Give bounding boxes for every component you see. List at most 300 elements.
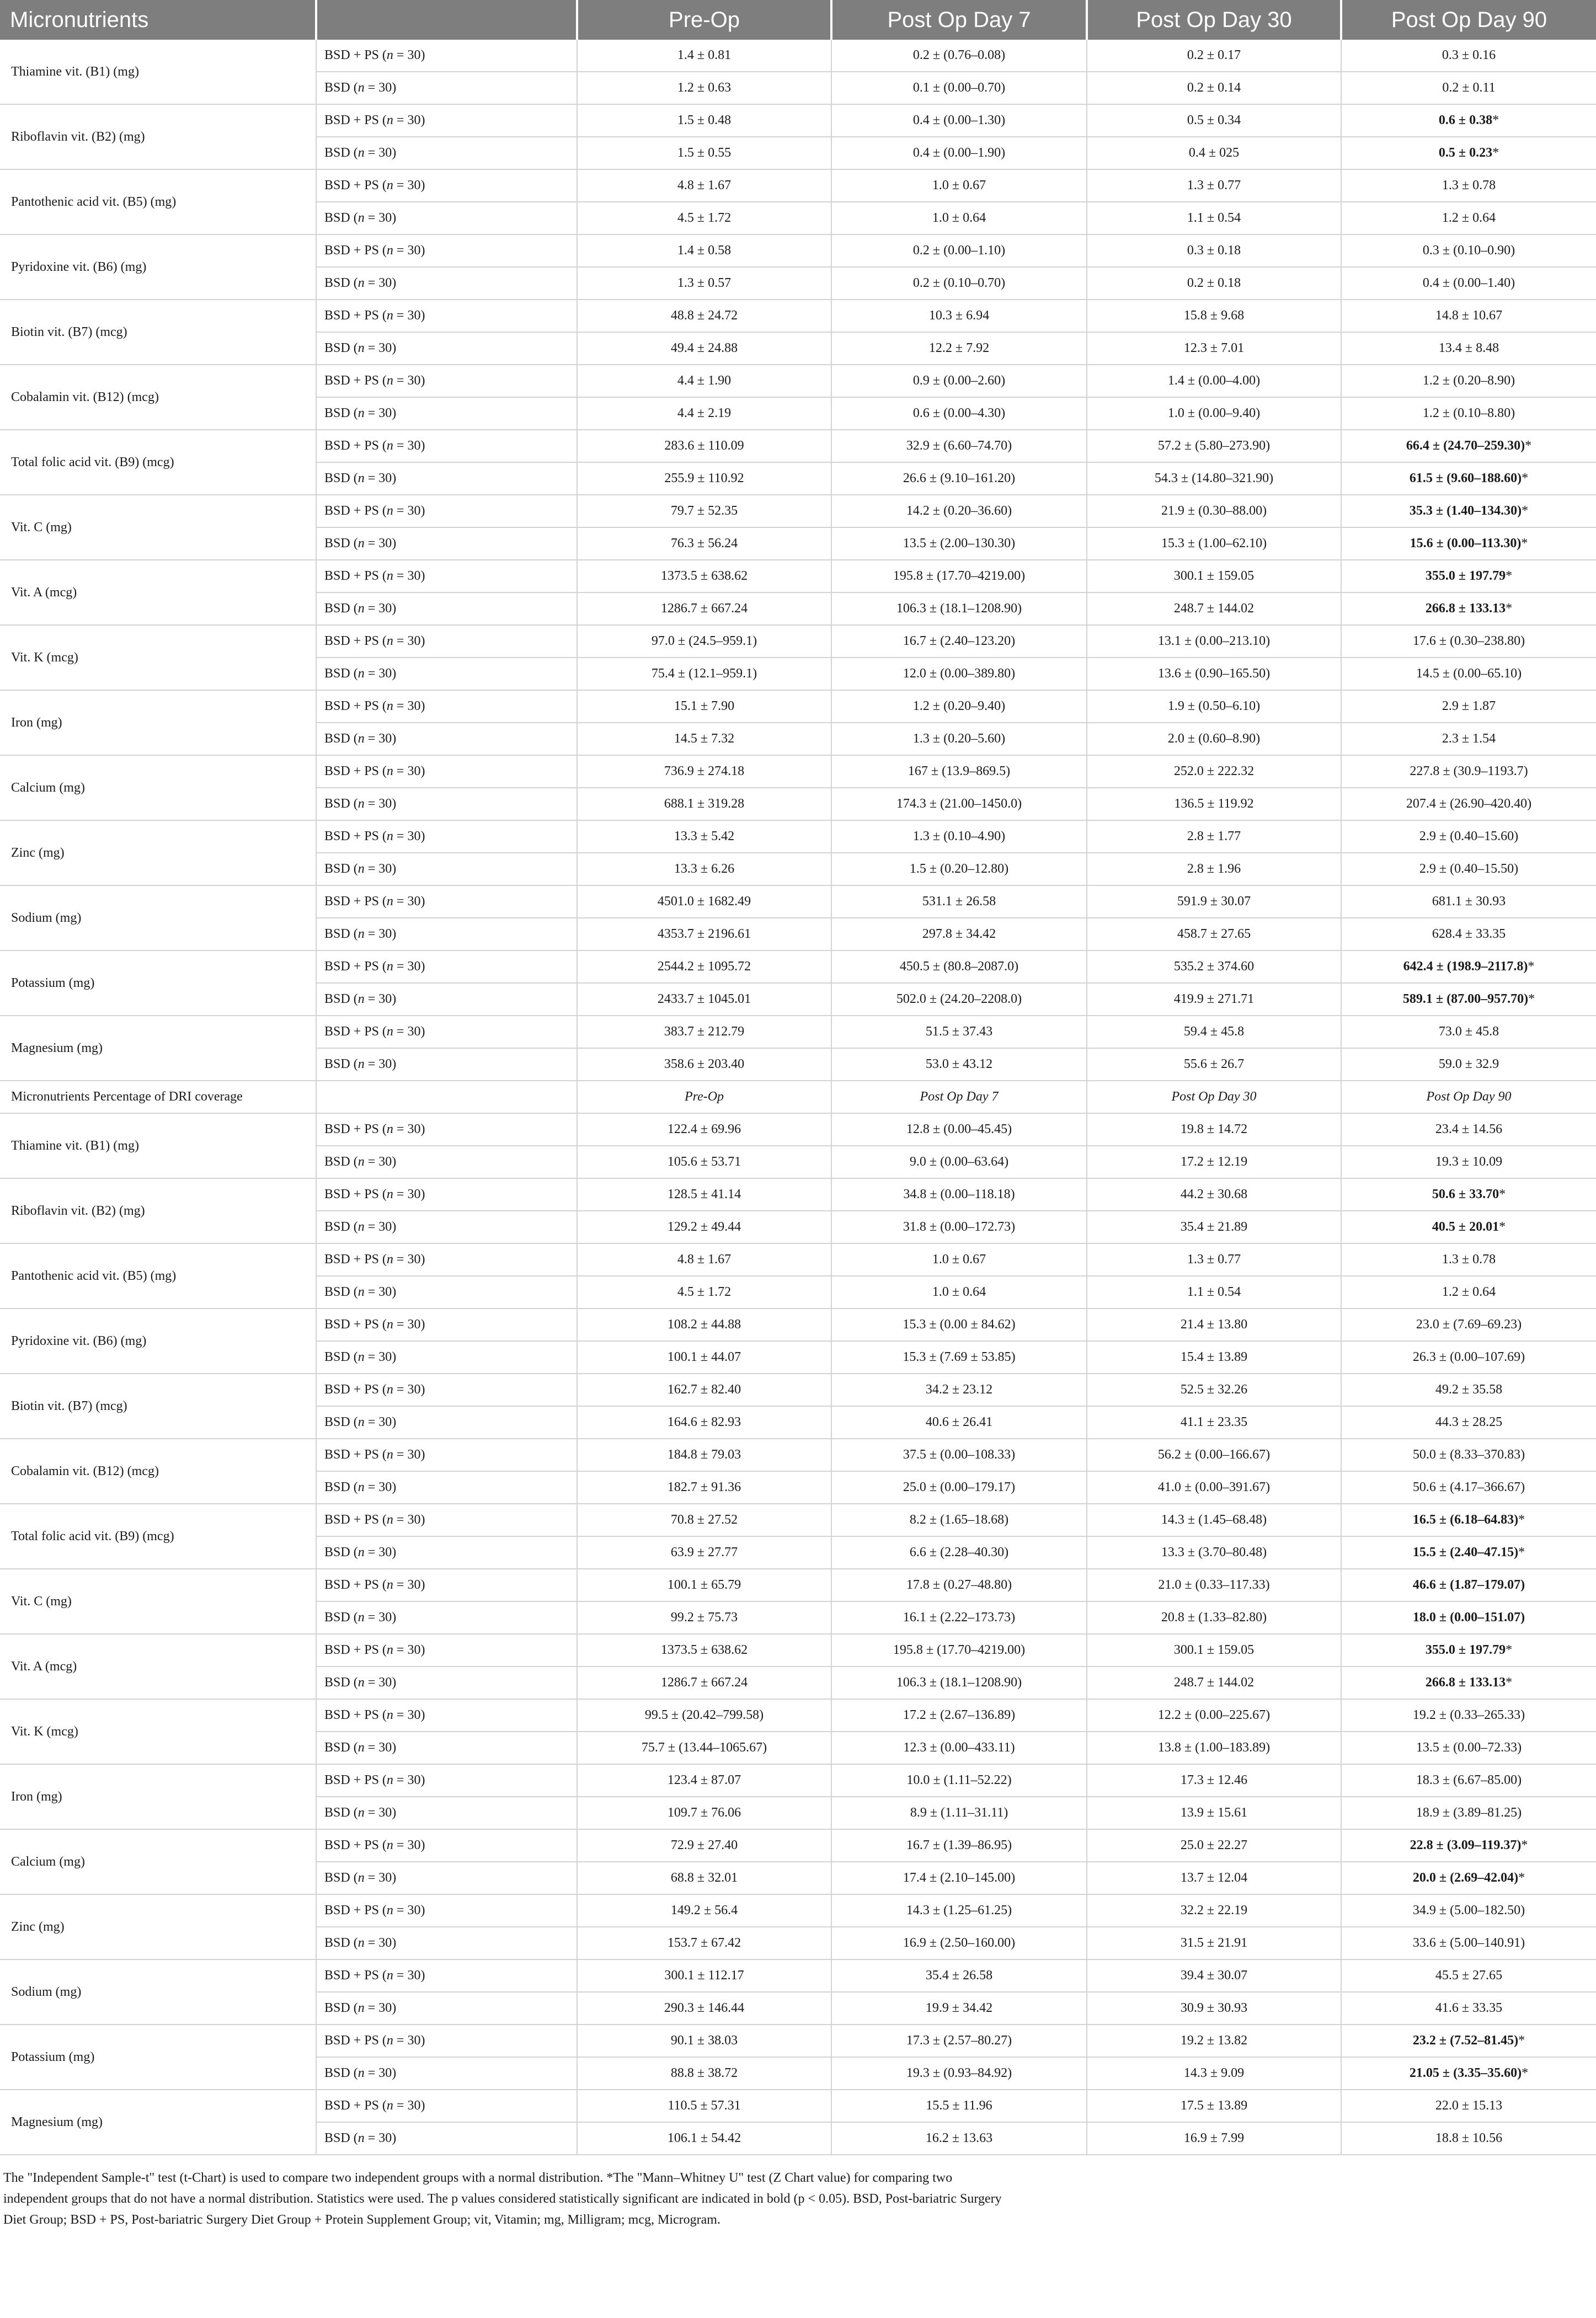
group-label: BSD — [324, 1806, 350, 1820]
value-cell — [577, 1178, 831, 1211]
group-label: BSD + PS — [324, 1903, 379, 1918]
value-text: 0.4 ± (0.00–1.30) — [912, 113, 1006, 127]
value-text: 73.0 ± 45.8 — [1438, 1024, 1499, 1039]
value-cell — [831, 495, 1087, 527]
n-label: n — [357, 341, 365, 355]
value-cell — [1341, 755, 1596, 788]
significance-marker: * — [1506, 601, 1513, 616]
section-group-blank — [316, 1081, 577, 1113]
value-text: 182.7 ± 91.36 — [667, 1480, 741, 1494]
value-text: 21.05 ± (3.35–35.60) — [1409, 2066, 1522, 2080]
value-cell — [1341, 1797, 1596, 1829]
group-cell: BSD + PS (n = 30) — [316, 1959, 577, 1992]
table-row — [0, 950, 1596, 983]
value-text: 44.3 ± 28.25 — [1435, 1415, 1503, 1429]
group-label: BSD + PS — [324, 1643, 379, 1657]
value-text: 106.3 ± (18.1–1208.90) — [896, 1675, 1022, 1690]
value-cell — [831, 397, 1087, 430]
group-label: BSD + PS — [324, 439, 379, 453]
value-cell — [577, 1959, 831, 1992]
value-text: 100.1 ± 65.79 — [667, 1578, 741, 1592]
value-text: 4353.7 ± 2196.61 — [657, 927, 751, 941]
group-cell: BSD + PS (n = 30) — [316, 1016, 577, 1048]
n-label: n — [386, 178, 393, 193]
value-cell — [1087, 560, 1341, 592]
value-cell — [1341, 690, 1596, 723]
value-cell — [1087, 755, 1341, 788]
value-cell — [1341, 853, 1596, 885]
value-cell — [577, 202, 831, 234]
table-row — [0, 234, 1596, 267]
group-label: BSD + PS — [324, 1838, 379, 1852]
n-label: n — [386, 1903, 393, 1918]
n-value: 30 — [378, 992, 392, 1006]
table-row — [0, 1374, 1596, 1406]
value-text: 19.2 ± (0.33–265.33) — [1412, 1708, 1525, 1722]
value-cell — [1087, 1308, 1341, 1341]
value-text: 688.1 ± 319.28 — [664, 797, 745, 811]
group-label: BSD — [324, 862, 350, 876]
value-cell — [1087, 332, 1341, 365]
value-text: 41.1 ± 23.35 — [1180, 1415, 1248, 1429]
value-text: 10.0 ± (1.11–52.22) — [906, 1773, 1012, 1787]
value-cell — [831, 1211, 1087, 1243]
value-text: 17.4 ± (2.10–145.00) — [903, 1871, 1016, 1885]
value-cell — [1087, 397, 1341, 430]
value-cell — [1341, 1959, 1596, 1992]
value-text: 195.8 ± (17.70–4219.00) — [893, 569, 1026, 583]
nutrient-name: Pyridoxine vit. (B6) (mg) — [0, 1308, 316, 1374]
value-cell — [577, 2122, 831, 2155]
value-cell — [831, 1439, 1087, 1471]
nutrient-name: Biotin vit. (B7) (mcg) — [0, 1374, 316, 1439]
value-text: 13.6 ± (0.90–165.50) — [1157, 666, 1271, 681]
value-cell — [831, 527, 1087, 560]
value-cell — [1087, 1016, 1341, 1048]
value-cell — [577, 1308, 831, 1341]
value-text: 40.6 ± 26.41 — [925, 1415, 993, 1429]
header-post-op-day-30: Post Op Day 30 — [1087, 0, 1341, 40]
significance-marker: * — [1518, 1545, 1525, 1559]
value-cell — [1341, 1471, 1596, 1504]
n-value: 30 — [407, 1643, 421, 1657]
n-label: n — [386, 1838, 393, 1852]
header-pre-op: Pre-Op — [577, 0, 831, 40]
table-row — [0, 1894, 1596, 1927]
n-label: n — [386, 113, 393, 127]
footnote-line: The "Independent Sample-t" test (t-Chart) is used to compare two independent groups with a normal distribution. *The "Mann–Whitney U" test (Z Chart value) for comparing two — [3, 2171, 953, 2185]
value-cell — [577, 1504, 831, 1536]
value-cell — [1341, 40, 1596, 72]
n-label: n — [357, 81, 365, 95]
value-text: 4.4 ± 2.19 — [677, 406, 732, 420]
value-text: 149.2 ± 56.4 — [670, 1903, 738, 1918]
nutrient-name: Iron (mg) — [0, 690, 316, 755]
value-text: 13.3 ± 6.26 — [674, 862, 735, 876]
value-text: 1.0 ± 0.67 — [932, 1252, 986, 1267]
table-row — [0, 1634, 1596, 1667]
significance-marker: * — [1521, 536, 1528, 551]
value-text: 358.6 ± 203.40 — [664, 1057, 745, 1071]
value-cell — [1087, 690, 1341, 723]
value-text: 300.1 ± 159.05 — [1173, 1643, 1255, 1657]
group-cell: BSD (n = 30) — [316, 592, 577, 625]
value-text: 34.2 ± 23.12 — [925, 1382, 993, 1397]
value-text: 49.4 ± 24.88 — [670, 341, 738, 355]
value-text: 21.0 ± (0.33–117.33) — [1158, 1578, 1270, 1592]
nutrient-name: Iron (mg) — [0, 1764, 316, 1829]
value-cell — [577, 1406, 831, 1439]
value-cell — [1341, 1504, 1596, 1536]
value-text: 290.3 ± 146.44 — [664, 2001, 745, 2015]
value-text: 50.6 ± (4.17–366.67) — [1412, 1480, 1525, 1494]
value-text: 174.3 ± (21.00–1450.0) — [896, 797, 1022, 811]
value-cell — [1087, 853, 1341, 885]
value-text: 22.0 ± 15.13 — [1435, 2098, 1503, 2113]
n-label: n — [357, 1675, 365, 1690]
group-cell: BSD (n = 30) — [316, 462, 577, 495]
value-cell — [577, 950, 831, 983]
value-cell — [831, 1927, 1087, 1959]
value-cell — [831, 2025, 1087, 2057]
value-text: 88.8 ± 38.72 — [670, 2066, 738, 2080]
n-value: 30 — [378, 1871, 392, 1885]
n-label: n — [357, 862, 365, 876]
value-text: 17.5 ± 13.89 — [1180, 2098, 1248, 2113]
value-cell — [831, 104, 1087, 137]
value-cell — [1341, 202, 1596, 234]
value-text: 19.8 ± 14.72 — [1180, 1122, 1248, 1136]
group-cell: BSD + PS (n = 30) — [316, 104, 577, 137]
value-text: 15.6 ± (0.00–113.30) — [1410, 536, 1522, 551]
value-cell — [1341, 1113, 1596, 1146]
value-cell — [1341, 1406, 1596, 1439]
value-text: 4.8 ± 1.67 — [677, 178, 732, 193]
n-value: 30 — [378, 211, 392, 225]
value-cell — [831, 267, 1087, 300]
value-cell — [577, 658, 831, 690]
value-cell — [577, 625, 831, 658]
value-text: 35.3 ± (1.40–134.30) — [1409, 504, 1522, 518]
group-label: BSD + PS — [324, 1968, 379, 1983]
value-cell — [577, 332, 831, 365]
value-cell — [1087, 1862, 1341, 1894]
value-cell — [1087, 1959, 1341, 1992]
value-cell — [577, 1341, 831, 1374]
value-text: 1.3 ± 0.78 — [1442, 178, 1496, 193]
nutrient-name: Vit. C (mg) — [0, 1569, 316, 1634]
value-text: 0.1 ± (0.00–0.70) — [912, 81, 1006, 95]
n-value: 30 — [407, 113, 421, 127]
value-cell — [1087, 2025, 1341, 2057]
value-text: 18.3 ± (6.67–85.00) — [1416, 1773, 1522, 1787]
value-cell — [831, 560, 1087, 592]
n-value: 30 — [407, 1773, 421, 1787]
group-cell: BSD (n = 30) — [316, 332, 577, 365]
value-cell — [1341, 462, 1596, 495]
value-text: 1.3 ± 0.57 — [677, 276, 732, 290]
group-label: BSD — [324, 992, 350, 1006]
table-footnote — [0, 2155, 1581, 2230]
value-text: 2.8 ± 1.96 — [1187, 862, 1241, 876]
value-text: 26.6 ± (9.10–161.20) — [903, 471, 1016, 485]
table-row — [0, 495, 1596, 527]
value-cell — [1087, 1894, 1341, 1927]
nutrient-name: Potassium (mg) — [0, 950, 316, 1016]
value-text: 110.5 ± 57.31 — [668, 2098, 741, 2113]
value-cell — [577, 462, 831, 495]
value-text: 300.1 ± 159.05 — [1173, 569, 1255, 583]
group-cell: BSD (n = 30) — [316, 1601, 577, 1634]
value-text: 32.2 ± 22.19 — [1180, 1903, 1248, 1918]
table-row — [0, 1243, 1596, 1276]
n-value: 30 — [378, 797, 392, 811]
n-value: 30 — [378, 146, 392, 160]
value-text: 4.5 ± 1.72 — [677, 1285, 732, 1299]
n-value: 30 — [407, 1578, 421, 1592]
value-text: 1373.5 ± 638.62 — [660, 569, 748, 583]
significance-marker: * — [1492, 113, 1499, 127]
table-row — [0, 1308, 1596, 1341]
value-text: 76.3 ± 56.24 — [670, 536, 738, 551]
value-text: 2.9 ± (0.40–15.60) — [1419, 829, 1519, 843]
value-text: 19.3 ± (0.93–84.92) — [906, 2066, 1012, 2080]
n-value: 30 — [378, 862, 392, 876]
n-label: n — [386, 504, 393, 518]
value-text: 0.5 ± 0.23 — [1438, 146, 1493, 160]
value-text: 13.8 ± (1.00–183.89) — [1157, 1740, 1271, 1755]
n-value: 30 — [407, 1708, 421, 1722]
value-text: 22.8 ± (3.09–119.37) — [1410, 1838, 1522, 1852]
group-label: BSD + PS — [324, 1578, 379, 1592]
value-text: 23.0 ± (7.69–69.23) — [1416, 1317, 1522, 1332]
value-cell — [1087, 1732, 1341, 1764]
value-text: 535.2 ± 374.60 — [1173, 959, 1255, 974]
nutrient-name: Zinc (mg) — [0, 820, 316, 885]
value-cell — [1087, 1601, 1341, 1634]
value-cell — [1087, 300, 1341, 332]
value-cell — [1087, 885, 1341, 918]
n-value: 30 — [378, 601, 392, 616]
value-text: 99.5 ± (20.42–799.58) — [644, 1708, 764, 1722]
group-label: BSD + PS — [324, 113, 379, 127]
value-cell — [577, 1048, 831, 1081]
value-cell — [1087, 788, 1341, 820]
significance-marker: * — [1506, 1675, 1513, 1690]
section-col-label: Pre-Op — [577, 1081, 831, 1113]
group-cell: BSD + PS (n = 30) — [316, 234, 577, 267]
n-label: n — [357, 536, 365, 551]
value-text: 14.2 ± (0.20–36.60) — [906, 504, 1012, 518]
group-cell: BSD (n = 30) — [316, 1797, 577, 1829]
value-cell — [1087, 1178, 1341, 1211]
group-cell: BSD + PS (n = 30) — [316, 820, 577, 853]
n-label: n — [357, 2001, 365, 2015]
nutrient-name: Vit. K (mcg) — [0, 625, 316, 690]
value-text: 2.0 ± (0.60–8.90) — [1167, 731, 1261, 746]
value-text: 355.0 ± 197.79 — [1425, 569, 1506, 583]
group-cell: BSD + PS (n = 30) — [316, 365, 577, 397]
value-text: 15.3 ± (0.00 ± 84.62) — [903, 1317, 1016, 1332]
n-value: 30 — [378, 1155, 392, 1169]
value-text: 1.4 ± (0.00–4.00) — [1167, 373, 1261, 388]
nutrient-name: Cobalamin vit. (B12) (mcg) — [0, 1439, 316, 1504]
n-value: 30 — [407, 178, 421, 193]
value-text: 0.2 ± 0.18 — [1187, 276, 1241, 290]
n-value: 30 — [407, 1187, 421, 1201]
value-text: 1.3 ± (0.10–4.90) — [912, 829, 1006, 843]
value-cell — [1087, 1146, 1341, 1178]
value-cell — [577, 397, 831, 430]
value-cell — [831, 300, 1087, 332]
value-cell — [1341, 234, 1596, 267]
header-post-op-day-90: Post Op Day 90 — [1391, 7, 1547, 32]
value-text: 252.0 ± 222.32 — [1173, 764, 1255, 778]
significance-marker: * — [1506, 1643, 1513, 1657]
value-text: 0.4 ± 025 — [1188, 146, 1240, 160]
value-text: 0.2 ± 0.17 — [1187, 48, 1241, 62]
n-value: 30 — [407, 699, 421, 713]
n-value: 30 — [378, 2066, 392, 2080]
n-value: 30 — [378, 1936, 392, 1950]
group-cell: BSD (n = 30) — [316, 1536, 577, 1569]
value-text: 19.2 ± 13.82 — [1180, 2033, 1248, 2048]
value-cell — [1341, 723, 1596, 755]
value-text: 100.1 ± 44.07 — [667, 1350, 741, 1364]
n-label: n — [386, 2033, 393, 2048]
n-label: n — [386, 1187, 393, 1201]
value-cell — [577, 40, 831, 72]
value-cell — [1341, 2057, 1596, 2090]
value-text: 128.5 ± 41.14 — [667, 1187, 741, 1201]
value-text: 227.8 ± (30.9–1193.7) — [1410, 764, 1528, 778]
value-text: 450.5 ± (80.8–2087.0) — [899, 959, 1019, 974]
value-cell — [577, 234, 831, 267]
n-value: 30 — [407, 1448, 421, 1462]
value-cell — [831, 1829, 1087, 1862]
value-text: 14.5 ± (0.00–65.10) — [1416, 666, 1522, 681]
table-row — [0, 2025, 1596, 2057]
group-label: BSD + PS — [324, 1773, 379, 1787]
value-cell — [1341, 560, 1596, 592]
value-text: 195.8 ± (17.70–4219.00) — [893, 1643, 1026, 1657]
value-cell — [577, 1732, 831, 1764]
group-cell: BSD (n = 30) — [316, 1667, 577, 1699]
value-text: 35.4 ± 26.58 — [925, 1968, 993, 1983]
n-value: 30 — [378, 1545, 392, 1559]
value-text: 123.4 ± 87.07 — [667, 1773, 741, 1787]
value-cell — [1087, 1634, 1341, 1667]
group-cell: BSD + PS (n = 30) — [316, 1764, 577, 1797]
value-cell — [831, 1959, 1087, 1992]
value-cell — [1087, 1243, 1341, 1276]
group-label: BSD + PS — [324, 959, 379, 974]
group-cell: BSD (n = 30) — [316, 983, 577, 1016]
group-cell: BSD + PS (n = 30) — [316, 2090, 577, 2122]
value-text: 16.7 ± (1.39–86.95) — [906, 1838, 1012, 1852]
n-label: n — [386, 634, 393, 648]
value-text: 10.3 ± 6.94 — [928, 308, 990, 323]
value-cell — [1087, 658, 1341, 690]
value-cell — [1341, 2122, 1596, 2155]
value-cell — [831, 234, 1087, 267]
value-text: 50.6 ± 33.70 — [1432, 1187, 1499, 1201]
group-label: BSD + PS — [324, 1122, 379, 1136]
table-row — [0, 820, 1596, 853]
value-cell — [577, 1536, 831, 1569]
value-text: 12.2 ± (0.00–225.67) — [1157, 1708, 1271, 1722]
value-cell — [831, 40, 1087, 72]
value-text: 0.6 ± (0.00–4.30) — [912, 406, 1006, 420]
n-value: 30 — [378, 1740, 392, 1755]
value-cell — [1087, 1113, 1341, 1146]
group-label: BSD — [324, 1610, 350, 1625]
group-label: BSD — [324, 666, 350, 681]
nutrient-name: Pantothenic acid vit. (B5) (mg) — [0, 1243, 316, 1308]
value-text: 531.1 ± 26.58 — [922, 894, 996, 909]
section-col-label: Post Op Day 7 — [831, 1081, 1087, 1113]
value-text: 136.5 ± 119.92 — [1174, 797, 1254, 811]
value-text: 15.1 ± 7.90 — [674, 699, 735, 713]
value-text: 12.3 ± (0.00–433.11) — [903, 1740, 1015, 1755]
group-label: BSD + PS — [324, 699, 379, 713]
value-text: 15.3 ± (7.69 ± 53.85) — [903, 1350, 1016, 1364]
nutrient-name: Magnesium (mg) — [0, 1016, 316, 1081]
group-cell: BSD (n = 30) — [316, 723, 577, 755]
value-cell — [1087, 1536, 1341, 1569]
value-cell — [1087, 365, 1341, 397]
value-text: 1.0 ± (0.00–9.40) — [1167, 406, 1261, 420]
n-label: n — [357, 992, 365, 1006]
value-cell — [1341, 1211, 1596, 1243]
value-text: 1.5 ± (0.20–12.80) — [909, 862, 1009, 876]
section-header-row — [0, 1081, 1596, 1113]
value-cell — [577, 1699, 831, 1732]
table-header — [0, 0, 1596, 40]
n-value: 30 — [378, 276, 392, 290]
table-row — [0, 169, 1596, 202]
table-row — [0, 755, 1596, 788]
table-row — [0, 885, 1596, 918]
value-cell — [577, 1862, 831, 1894]
group-cell: BSD (n = 30) — [316, 267, 577, 300]
significance-marker: * — [1506, 569, 1513, 583]
value-text: 419.9 ± 271.71 — [1173, 992, 1255, 1006]
value-cell — [1341, 495, 1596, 527]
value-text: 106.1 ± 54.42 — [667, 2131, 741, 2145]
value-cell — [831, 1146, 1087, 1178]
value-text: 0.4 ± (0.00–1.40) — [1422, 276, 1515, 290]
n-value: 30 — [407, 1122, 421, 1136]
value-text: 1.1 ± 0.54 — [1187, 1285, 1241, 1299]
table-row — [0, 560, 1596, 592]
nutrient-name: Vit. C (mg) — [0, 495, 316, 560]
value-text: 9.0 ± (0.00–63.64) — [909, 1155, 1009, 1169]
n-label: n — [386, 1708, 393, 1722]
value-text: 1.3 ± 0.77 — [1187, 1252, 1241, 1267]
n-label: n — [386, 764, 393, 778]
value-cell — [577, 1113, 831, 1146]
n-label: n — [357, 666, 365, 681]
n-value: 30 — [407, 1024, 421, 1039]
value-text: 66.4 ± (24.70–259.30) — [1406, 439, 1525, 453]
value-text: 79.7 ± 52.35 — [670, 504, 738, 518]
value-text: 4.4 ± 1.90 — [677, 373, 732, 388]
value-text: 12.0 ± (0.00–389.80) — [903, 666, 1016, 681]
n-value: 30 — [378, 2131, 392, 2145]
value-cell — [1087, 2090, 1341, 2122]
footnote-line: Diet Group; BSD + PS, Post-bariatric Surgery Diet Group + Protein Supplement Group; vit, Vitamin; mg, Milligram; mcg, Microgram. — [3, 2213, 720, 2227]
